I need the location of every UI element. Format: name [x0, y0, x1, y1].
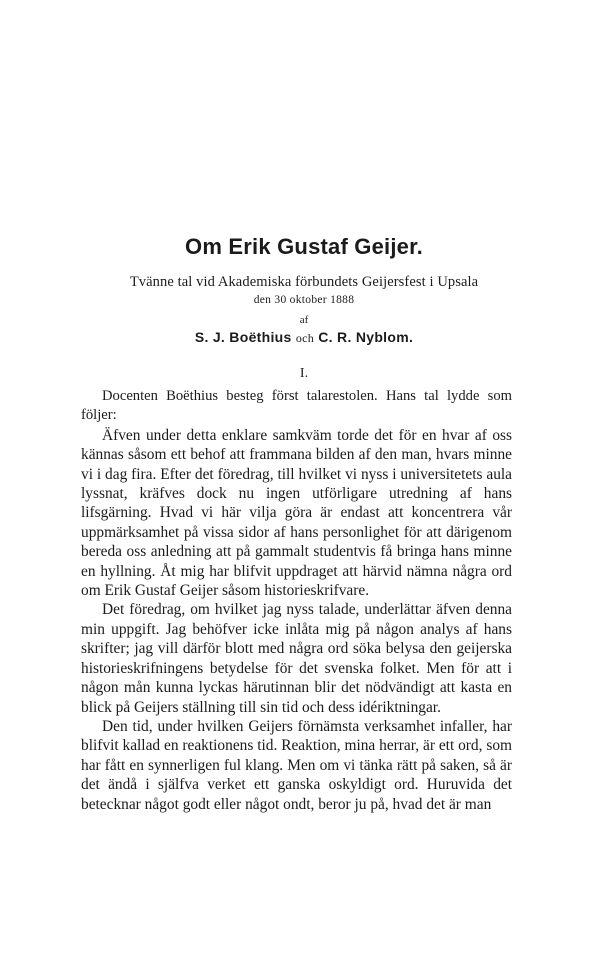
author-conjunction: och — [295, 331, 315, 345]
date-line: den 30 oktober 1888 — [253, 294, 355, 306]
paragraph: Det föredrag, om hvilket jag nyss talade, underlättar äfven denna min uppgift. Jag behöfver icke inlåta mig på någon analys af hans skrifter; jag vill därför blott med några ord söka belysa den geijerska historieskrifningens betydelse för det svenska folket. Men för att i någon mån kunna lyckas härutinnan blir det nödvändigt att kasta en blick på Geijers ställning till sin tid och dess idériktningar. — [81, 601, 512, 716]
paragraph: Äfven under detta enklare samkväm torde det för en hvar af oss kännas såsom ett behof att frammana bilden af den man, hvars minne vi i dag fira. Efter det föredrag, till hvilket vi nyss i universitetets aula lyssnat, kräfves dock nu ingen utförligare utredning af hans lifsgärning. Hvad vi här vilja göra är endast att koncentrera vår uppmärksamhet på vissa sidor af hans personlighet för att därigenom bereda oss anledning att på gammalt studentvis få bringa hans minne en hyllning. Åt mig har blifvit uppdraget att härvid nämna några ord om Erik Gustaf Geijer såsom historieskrifvare. — [81, 426, 512, 600]
author-nyblom: C. R. Nyblom. — [318, 329, 414, 345]
section-number: I. — [299, 366, 309, 381]
paragraph: Den tid, under hvilken Geijers förnämsta verksamhet infaller, har blifvit kallad en reaktionens tid. Reaktion, mina herrar, är ett ord, som har fått en synnerligen ful klang. Men om vi tänka rätt på saken, så är det ändå i själfva verket ett ganska oskyldigt ord. Huruvida det betecknar något godt eller något ondt, beror ju på, hvad det är man — [81, 717, 512, 813]
by-line: af — [299, 314, 309, 326]
body-text — [81, 387, 512, 814]
subtitle: Tvänne tal vid Akademiska förbundets Geijersfest i Upsala — [129, 274, 479, 290]
page-title: Om Erik Gustaf Geijer. — [185, 234, 423, 259]
paragraph: Docenten Boëthius besteg först talarestolen. Hans tal lydde som följer: — [81, 388, 512, 424]
author-boethius: S. J. Boëthius — [194, 329, 292, 345]
authors-line — [0, 329, 608, 346]
